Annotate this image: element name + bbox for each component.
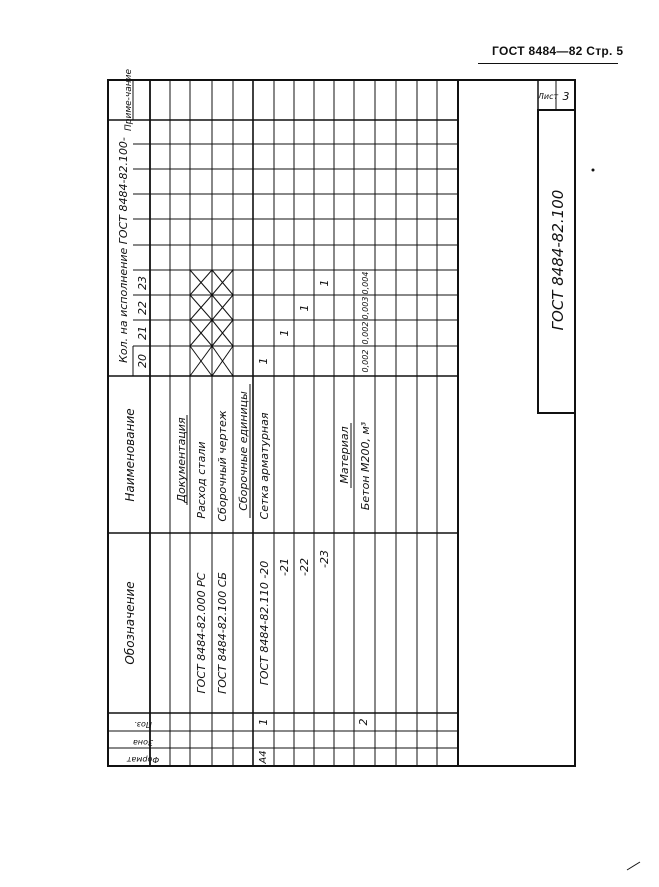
page-header: ГОСТ 8484—82 Стр. 5: [492, 44, 624, 58]
qty-mesh-20: 1: [257, 357, 270, 365]
variant-22: 22: [136, 301, 149, 315]
sheet-number: 3: [562, 90, 570, 103]
row-mesh-position: 1: [257, 718, 270, 726]
row-steel-consumption-designation: ГОСТ 8484-82.000 РС: [195, 572, 208, 694]
qty-concrete-23: 0,004: [361, 271, 370, 295]
header-zone: Зона: [132, 738, 154, 747]
row-material-name: Материал: [338, 426, 351, 484]
row-mesh-designation: ГОСТ 8484-82.110 -20: [258, 560, 271, 686]
row-assembly-units-name: Сборочные единицы: [237, 391, 250, 511]
row-variant-23-designation: -23: [318, 550, 331, 568]
row-concrete-name: Бетон М200, м³: [359, 421, 372, 511]
row-mesh-format: А4: [258, 750, 269, 764]
header-position: Поз.: [134, 720, 152, 729]
title-block-code: ГОСТ 8484-82.100: [549, 189, 567, 331]
row-variant-22-designation: -22: [298, 558, 311, 576]
row-assembly-drawing-name: Сборочный чертеж: [216, 410, 229, 522]
sheet-label: Лист: [537, 92, 559, 101]
qty-concrete-20: 0,002: [361, 349, 370, 373]
header-designation: Обозначение: [123, 581, 137, 665]
header-quantity-title: Кол. на исполнение ГОСТ 8484-82.100-: [117, 137, 130, 363]
qty-mesh-23: 1: [318, 279, 331, 287]
variant-20: 20: [136, 354, 149, 368]
row-variant-21-designation: -21: [278, 558, 291, 576]
scan-dot: [592, 169, 595, 172]
row-documentation-name: Документация: [175, 417, 188, 503]
variant-21: 21: [136, 326, 149, 340]
scan-mark: [627, 862, 640, 870]
header-note: Приме-чание: [124, 68, 134, 132]
row-mesh-name: Сетка арматурная: [258, 412, 271, 520]
row-assembly-drawing-designation: ГОСТ 8484-82.100 СБ: [216, 572, 229, 694]
qty-concrete-21: 0,002: [361, 321, 370, 345]
row-concrete-position: 2: [357, 718, 370, 726]
qty-mesh-22: 1: [298, 304, 311, 312]
variant-23: 23: [136, 276, 149, 290]
qty-mesh-21: 1: [278, 329, 291, 337]
qty-concrete-22: 0,003: [361, 296, 370, 320]
row-steel-consumption-name: Расход стали: [195, 441, 208, 519]
header-name: Наименование: [123, 408, 137, 502]
header-format: Формат: [126, 755, 160, 764]
